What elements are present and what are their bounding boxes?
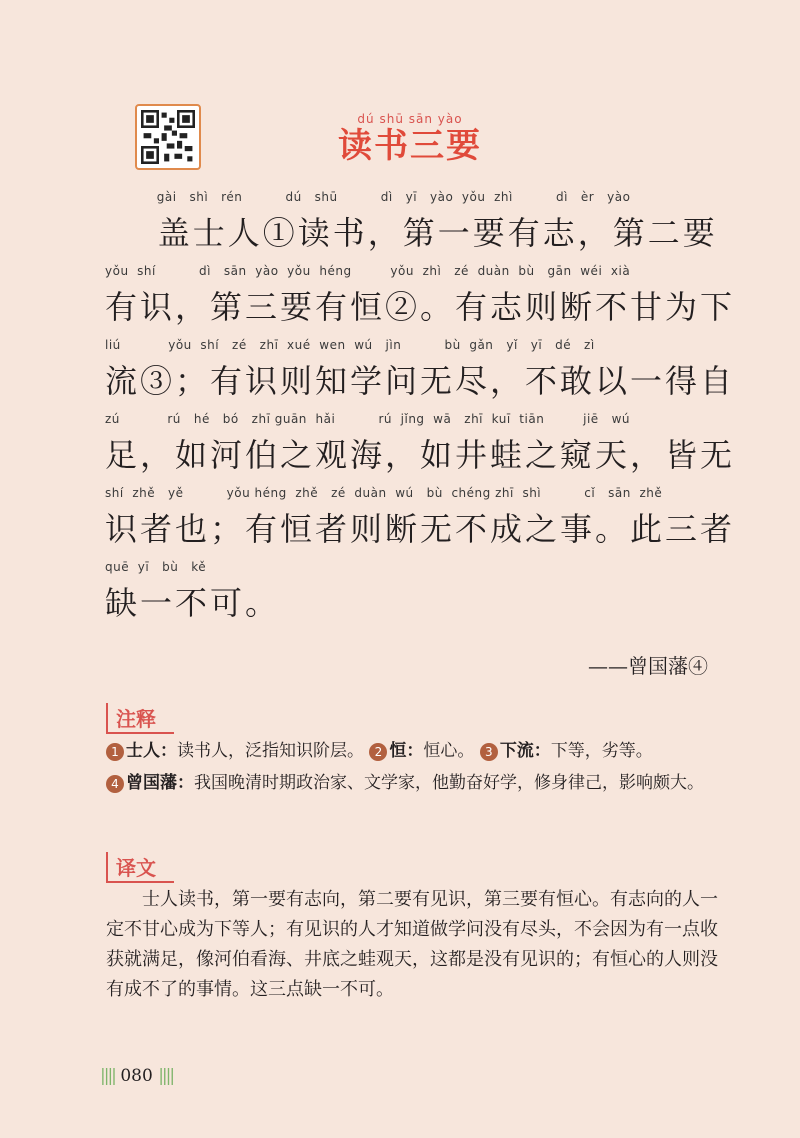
poem-line-pinyin: quē yī bù kě (105, 560, 207, 574)
note-definition: 下等，劣等。 (550, 741, 653, 761)
poem-line-pinyin: yǒu shí dì sān yào yǒu héng yǒu zhì zé duàn bù gān wéi xià (105, 264, 631, 278)
poem-line (105, 412, 736, 486)
translation-text: 士人读书，第一要有志向，第二要有见识，第三要有恒心。有志向的人一定不甘心成为下等人；有见识的人才知道做学问没有尽头，不会因为有一点收获就满足，像河伯看海、井底之蛙观天，这都是没有见识的；有恒心的人则没有成不了的事情。这三点缺一不可。 (106, 889, 718, 1000)
notes-section (106, 735, 718, 799)
qr-code[interactable] (135, 104, 201, 170)
note-definition: 我国晚清时期政治家、文学家，他勤奋好学，修身律己，影响颇大。 (194, 773, 704, 793)
poem-line (105, 338, 736, 412)
poem-line (105, 264, 736, 338)
note-term: 曾国藩： (126, 773, 194, 793)
note-number: 1 (106, 743, 124, 761)
note-number: 3 (480, 743, 498, 761)
author: ——曾国藩④ (588, 654, 708, 678)
page-bars-icon: |||| (158, 1066, 174, 1086)
title-text: 读书三要 (338, 126, 482, 166)
poem-line-pinyin: shí zhě yě yǒu héng zhě zé duàn wú bù chéng zhī shì cǐ sān zhě (105, 486, 663, 500)
notes-heading: 注释 (106, 703, 174, 734)
note-definition: 读书人，泛指知识阶层。 (177, 741, 364, 761)
poem-line (105, 486, 736, 560)
qr-code-icon (141, 110, 195, 164)
poem-line-pinyin: gài shì rén dú shū dì yī yào yǒu zhì dì èr yào (105, 190, 631, 204)
poem-line-text: 流③；有识则知学问无尽，不敢以一得自 (105, 362, 736, 400)
poem-body (105, 190, 736, 634)
page-number (100, 1066, 173, 1086)
poem-line-text: 有识，第三要有恒②。有志则断不甘为下 (105, 288, 736, 326)
note-definition: 恒心。 (423, 741, 475, 761)
poem-line-text: 盖士人①读书，第一要有志，第二要 (105, 214, 718, 252)
poem-line (105, 560, 715, 634)
note-term: 恒： (389, 741, 424, 761)
poem-line (105, 190, 718, 264)
note-term: 士人： (126, 741, 177, 761)
poem-line-text: 识者也；有恒者则断无不成之事。此三者 (105, 510, 736, 548)
poem-line-pinyin: zú rú hé bó zhī guān hǎi rú jǐng wā zhī kuī tiān jiē wú (105, 412, 631, 426)
translation-heading: 译文 (106, 852, 174, 883)
poem-line-text: 足，如河伯之观海，如井蛙之窥天，皆无 (105, 436, 736, 474)
poem-line-pinyin: liú yǒu shí zé zhī xué wen wú jìn bù gǎn yǐ yī dé zì (105, 338, 595, 352)
poem-line-text: 缺一不可。 (105, 584, 281, 622)
poem-title (330, 112, 490, 166)
note-number: 2 (369, 743, 387, 761)
page-bars-icon: |||| (100, 1066, 115, 1086)
note-term: 下流： (499, 741, 551, 761)
note-number: 4 (106, 775, 124, 793)
page-number-text: 080 (120, 1066, 153, 1086)
title-pinyin: dú shū sān yào (357, 112, 463, 126)
